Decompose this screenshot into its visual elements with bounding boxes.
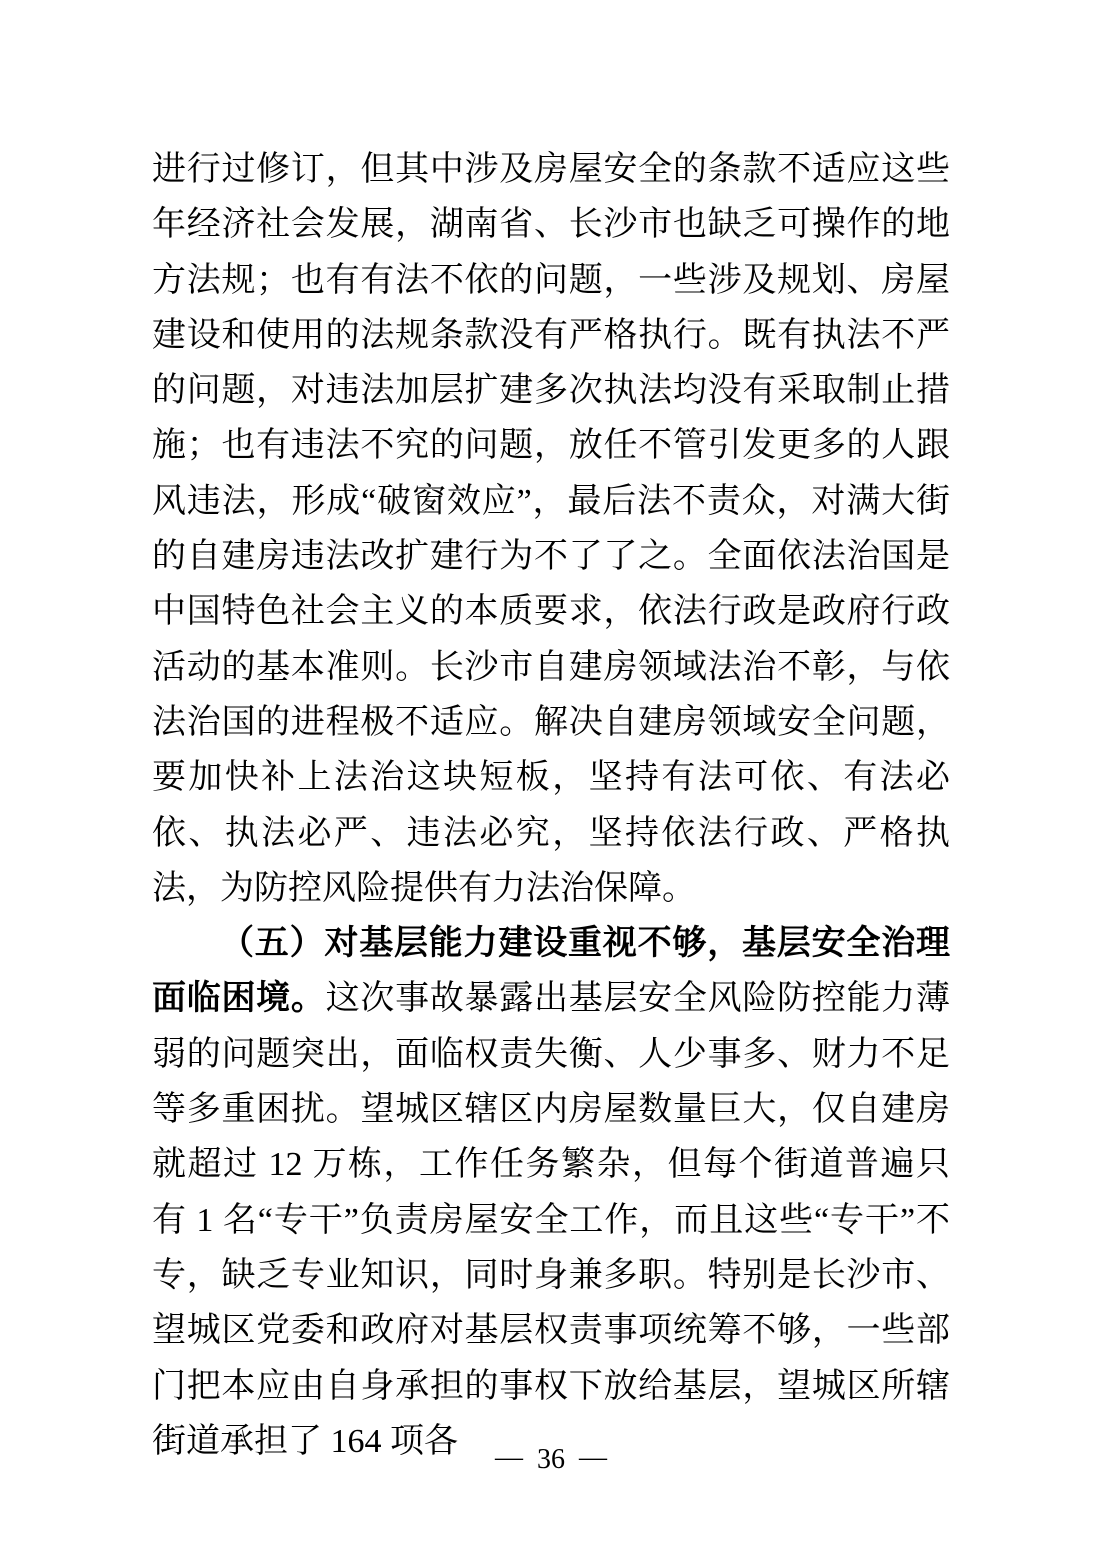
paragraph-continuation-text: 进行过修订，但其中涉及房屋安全的条款不适应这些年经济社会发展，湖南省、长沙市也缺乏可操作的地方法规；也有有法不依的问题，一些涉及规划、房屋建设和使用的法规条款没有严格执行。既有执法不严的问题，对违法加层扩建多次执法均没有采取制止措施；也有违法不究的问题，放任不管引发更多的人跟风违法，形成“破窗效应”，最后法不责众，对满大街的自建房违法改扩建行为不了了之。全面依法治国是中国特色社会主义的本质要求，依法行政是政府行政活动的基本准则。长沙市自建房领域法治不彰，与依法治国的进程极不适应。解决自建房领域安全问题，要加快补上法治这块短板，坚持有法可依、有法必依、执法必严、违法必究，坚持依法行政、严格执法，为防控风险提供有力法治保障。	[152, 151, 950, 907]
footer-dash-right: —	[579, 1442, 607, 1473]
paragraph-continuation	[152, 142, 950, 916]
document-body	[152, 142, 950, 1469]
section-five-body-text: 这次事故暴露出基层安全风险防控能力薄弱的问题突出，面临权责失衡、人少事多、财力不足等多重困扰。望城区辖区内房屋数量巨大，仅自建房就超过 12 万栋，工作任务繁杂，但每个街道普遍只有 1 名“专干”负责房屋安全工作，而且这些“专干”不专，缺乏专业知识，同时身兼多职。特别是长沙市、望城区党委和政府对基层权责事项统筹不够，一些部门把本应由自身承担的事权下放给基层，望城区所辖街道承担了 164 项各	[152, 980, 951, 1460]
page-number: 36	[537, 1444, 565, 1475]
page-footer	[0, 1442, 1102, 1478]
paragraph-section-five	[152, 916, 950, 1469]
footer-dash-left: —	[495, 1442, 523, 1473]
section-five-heading: （五）对基层能力建设重视不够，基层安全治理面临困境。	[152, 925, 950, 1018]
